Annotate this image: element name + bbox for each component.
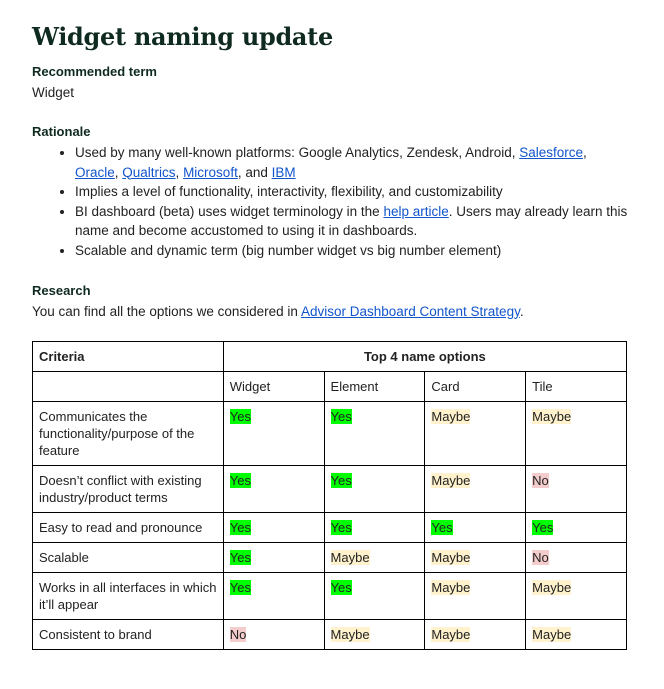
rating-value: Maybe — [532, 408, 572, 424]
criteria-cell: Works in all interfaces in which it’ll appear — [33, 572, 224, 619]
rating-cell — [324, 542, 425, 572]
rating-value: Maybe — [431, 472, 471, 488]
rating-cell — [324, 401, 425, 465]
rating-value: Yes — [229, 579, 251, 595]
option-widget: Widget — [223, 371, 324, 401]
option-element: Element — [324, 371, 425, 401]
option-tile: Tile — [526, 371, 627, 401]
page-title: Widget naming update — [32, 22, 333, 51]
rating-cell — [425, 512, 526, 542]
oracle-link[interactable]: Oracle — [75, 164, 115, 180]
rating-cell — [324, 572, 425, 619]
help-article-link[interactable]: help article — [383, 203, 449, 219]
option-card: Card — [425, 371, 526, 401]
rating-value: Maybe — [532, 626, 572, 642]
table-row — [33, 401, 627, 465]
rating-cell — [526, 572, 627, 619]
empty-cell — [33, 371, 224, 401]
rationale-heading: Rationale — [32, 124, 91, 139]
rating-value: Maybe — [431, 408, 471, 424]
rating-cell — [223, 572, 324, 619]
table-header-row — [33, 341, 627, 371]
criteria-cell: Consistent to brand — [33, 619, 224, 649]
criteria-cell: Doesn’t conflict with existing industry/product terms — [33, 465, 224, 512]
rating-cell — [223, 542, 324, 572]
rating-cell — [324, 512, 425, 542]
rating-cell — [223, 401, 324, 465]
rating-value: Maybe — [532, 579, 572, 595]
table-row — [33, 465, 627, 512]
rating-cell — [425, 465, 526, 512]
rating-cell — [526, 465, 627, 512]
rating-cell — [425, 619, 526, 649]
options-header: Top 4 name options — [223, 341, 626, 371]
bi-text-after: . Users may already learn this name and become accustomed to using it in dashboards. — [75, 203, 628, 239]
rating-cell — [223, 619, 324, 649]
rating-cell — [526, 512, 627, 542]
rating-value: No — [229, 626, 247, 642]
rationale-list — [32, 143, 632, 261]
rating-value: Maybe — [330, 549, 370, 565]
rating-value: Maybe — [431, 549, 471, 565]
bi-text-before: BI dashboard (beta) uses widget terminology in the — [75, 203, 384, 219]
rationale-item-functionality: • Implies a level of functionality, interactivity, flexibility, and customizability — [75, 182, 632, 202]
table-row — [33, 572, 627, 619]
rationale-item-scalable: • Scalable and dynamic term (big number widget vs big number element) — [75, 241, 632, 261]
criteria-cell: Scalable — [33, 542, 224, 572]
research-heading: Research — [32, 282, 91, 298]
rating-cell — [324, 465, 425, 512]
option-names-row — [33, 371, 627, 401]
research-text — [32, 302, 632, 321]
rating-value: Yes — [330, 472, 352, 488]
rating-value: Yes — [330, 579, 352, 595]
rating-value: Maybe — [330, 626, 370, 642]
rating-cell — [324, 619, 425, 649]
rating-cell — [223, 512, 324, 542]
platforms-text: Used by many well-known platforms: Google Analytics, Zendesk, Android, — [75, 145, 520, 160]
rating-cell — [425, 401, 526, 465]
criteria-cell: Communicates the functionality/purpose of the feature — [33, 401, 224, 465]
recommended-heading: Recommended term — [32, 64, 157, 79]
rating-value: Maybe — [431, 626, 471, 642]
name-options-table — [32, 341, 627, 650]
criteria-cell: Easy to read and pronounce — [33, 512, 224, 542]
rating-value: Yes — [229, 408, 251, 424]
table-body — [33, 401, 627, 649]
table-row — [33, 542, 627, 572]
rating-value: Yes — [330, 408, 352, 424]
rationale-item-bi-dashboard — [75, 202, 632, 241]
salesforce-link[interactable]: Salesforce — [519, 145, 584, 160]
rating-value: Yes — [229, 519, 251, 535]
rating-value: Yes — [330, 519, 352, 535]
ibm-link[interactable]: IBM — [271, 164, 296, 180]
rating-value: Yes — [431, 519, 453, 535]
rating-cell — [526, 542, 627, 572]
rating-cell — [526, 401, 627, 465]
table-row — [33, 619, 627, 649]
rating-value: Maybe — [431, 579, 471, 595]
rationale-item-platforms: • Used by many well-known platforms: Google Analytics, Zendesk, Android, Salesforce, Oracle, Qualtrics, Microsoft, and IBM — [75, 143, 632, 182]
rating-cell — [223, 465, 324, 512]
microsoft-link[interactable]: Microsoft — [183, 164, 238, 180]
rating-value: No — [532, 549, 549, 565]
recommended-term: Widget — [32, 85, 75, 100]
and-text: , and — [237, 164, 272, 180]
research-text-after: . — [519, 303, 524, 319]
rating-value: Yes — [229, 549, 251, 565]
table-row — [33, 512, 627, 542]
rating-value: Yes — [532, 519, 554, 535]
qualtrics-link[interactable]: Qualtrics — [122, 164, 176, 180]
research-text-before: You can find all the options we considered in — [32, 303, 301, 319]
rating-cell — [425, 542, 526, 572]
rating-value: No — [532, 472, 549, 488]
content-strategy-link[interactable]: Advisor Dashboard Content Strategy — [300, 303, 520, 319]
rating-cell — [425, 572, 526, 619]
rating-cell — [526, 619, 627, 649]
rating-value: Yes — [229, 472, 251, 488]
criteria-header: Criteria — [33, 341, 224, 371]
